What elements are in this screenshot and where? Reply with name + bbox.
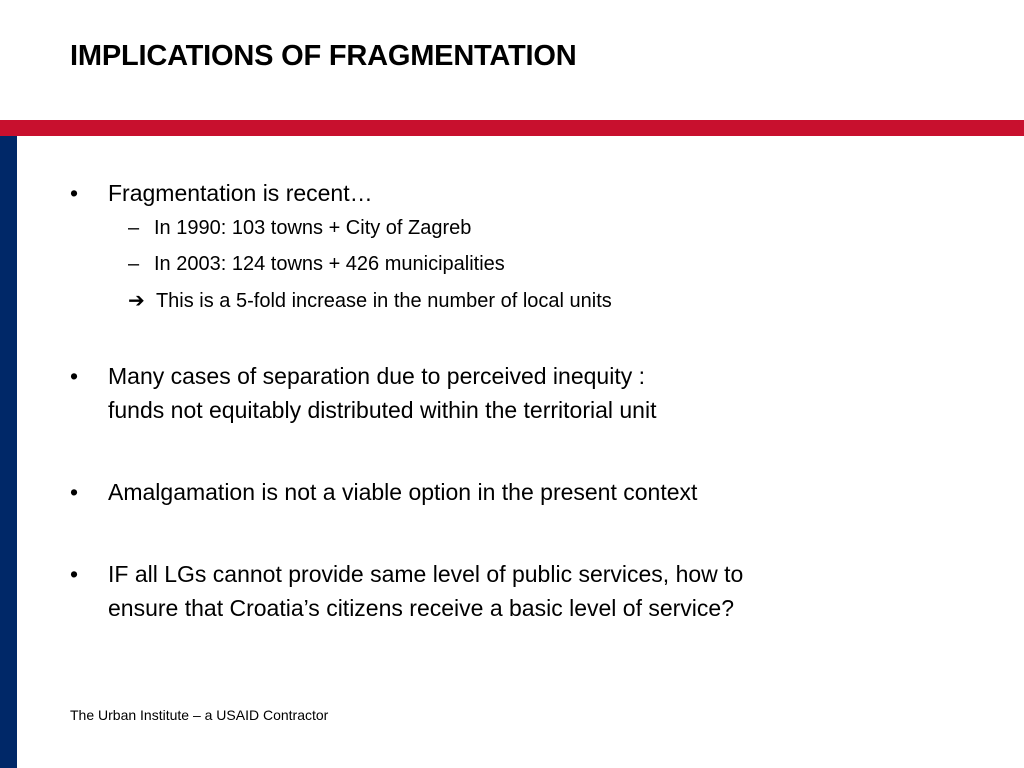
left-accent-bar — [0, 136, 17, 768]
title-divider-bar — [0, 120, 1024, 136]
bullet-separation — [70, 359, 990, 427]
bullet-marker: • — [70, 479, 79, 505]
bullet-amalgamation — [70, 475, 990, 509]
bullet-text: Fragmentation is recent… — [108, 180, 373, 206]
bullet-marker: • — [70, 561, 79, 587]
subitem-marker: – — [128, 217, 140, 239]
right-arrow-icon: ➔ — [128, 288, 145, 312]
bullet-public-services — [70, 557, 990, 625]
subitem-2003 — [70, 246, 990, 282]
subitem-text: In 2003: 124 towns + 426 municipalities — [154, 253, 505, 275]
bullet-marker: • — [70, 363, 79, 389]
slide-content — [70, 176, 990, 625]
bullet-text-line-2: ensure that Croatia’s citizens receive a basic level of service? — [108, 595, 734, 621]
bullet-text-line-1: Amalgamation is not a viable option in the present context — [108, 479, 698, 505]
slide-title: IMPLICATIONS OF FRAGMENTATION — [70, 40, 577, 72]
bullet-text-line-1: IF all LGs cannot provide same level of public services, how to — [108, 561, 744, 587]
subitem-marker: – — [128, 253, 140, 275]
bullet-text-line-1: Many cases of separation due to perceived inequity : — [108, 363, 645, 389]
bullet-text-line-2: funds not equitably distributed within the territorial unit — [108, 397, 657, 423]
conclusion-text: This is a 5-fold increase in the number of local units — [155, 290, 612, 312]
subitem-text: In 1990: 103 towns + City of Zagreb — [154, 217, 472, 239]
bullet-fragmentation — [70, 176, 990, 210]
subitem-1990 — [70, 210, 990, 246]
bullet-marker: • — [70, 180, 79, 206]
footer-credit: The Urban Institute – a USAID Contractor — [70, 707, 329, 723]
conclusion-line — [70, 282, 990, 319]
